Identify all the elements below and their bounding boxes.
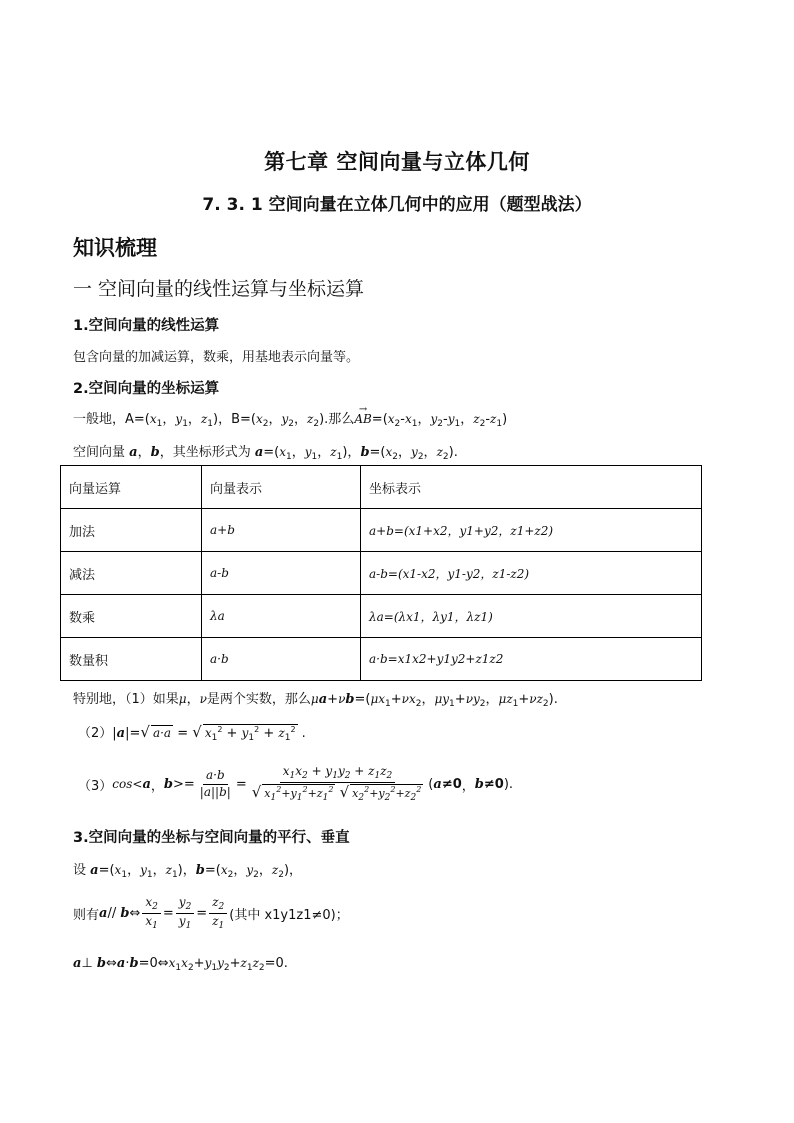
table-header-cell: 坐标表示 (361, 466, 702, 509)
cosine-fraction-2: $\frac{x_1x_2 + y_1y_2 + z_1z_2}{√ x_1^2+y_1^2+z_1^2 √ x_2^2+y_2^2+z_2^2}$ (251, 764, 422, 804)
special-case-mid: 是两个实数，那么 (206, 692, 311, 707)
table-cell: a+b=(x1+x2，y1+y2，z1+z2) (361, 509, 702, 552)
table-header-cell: 向量表示 (202, 466, 361, 509)
coordinate-line-2-mid: ，其坐标形式为 (159, 445, 255, 460)
set-vectors-line: 设 $a=(x_1$，$y_1$，$z_1$)，$b=(x_2$，$y_2$，$z_2$)， (73, 863, 303, 880)
table-row (61, 595, 702, 638)
table-cell: a-b=(x1-x2，y1-y2，z1-z2) (361, 552, 702, 595)
cosine-formula: （3） cos< a ， b >= $\frac{a\cdot b}{|a||b|}$ = $\frac{x_1x_2 + y_1y_2 + z_1z_2}{√ x_1^2+y_1^2+z_1^2 √ x_2^2+y_2^2+z_2^2}$ ( a ≠0 ， b ≠0 ). (78, 764, 514, 804)
item3-label: （3） (78, 778, 113, 794)
table-cell: 数量积 (61, 638, 202, 681)
parallel-note: (其中 x1y1z1≠0)； (229, 908, 349, 924)
table-cell: a·b (202, 638, 361, 681)
table-row (61, 509, 702, 552)
special-case-line: 特别地，（1）如果μ，ν是两个实数，那么$\mu a+\nu b=(\mu x_1+\nu x_2$，$\mu y_1+\nu y_2$，$\mu z_1+\nu z_2$). (73, 692, 558, 709)
special-case-prefix: 特别地，（1）如果 (73, 692, 179, 707)
magnitude-formula: （2）|a|=√ a·a = √ $x_1^2 + y_1^2 + z_1^2$ . (78, 723, 306, 743)
chapter-title: 第七章 空间向量与立体几何 (264, 150, 530, 174)
coordinate-line-1-prefix: 一般地， (73, 412, 126, 427)
table-cell: a+b (202, 509, 361, 552)
sub1-text: 包含向量的加减运算，数乘，用基地表示向量等。 (73, 350, 360, 365)
cosine-fraction-1: $\frac{a\cdot b}{|a||b|}$ (199, 768, 231, 799)
cos-text: cos< (112, 777, 143, 792)
section-title: 7. 3. 1 空间向量在立体几何中的应用（题型战法） (202, 195, 592, 215)
table-cell: a-b (202, 552, 361, 595)
table-cell: 减法 (61, 552, 202, 595)
table-cell: 加法 (61, 509, 202, 552)
sub1-heading: 1.空间向量的线性运算 (73, 318, 220, 334)
knowledge-heading: 知识梳理 (73, 236, 157, 260)
item2-label: （2） (78, 726, 113, 741)
table-header-cell: 向量运算 (61, 466, 202, 509)
coordinate-line-2: 空间向量 a，b，其坐标形式为 $a=(x_1$，$y_1$，$z_1$)，$b=(x_2$，$y_2$，$z_2$). (73, 445, 458, 462)
sub3-heading: 3.空间向量的坐标与空间向量的平行、垂直 (73, 830, 350, 846)
table-cell: λa=(λx1，λy1，λz1) (361, 595, 702, 638)
table-cell: λa (202, 595, 361, 638)
table-cell: a·b=x1x2+y1y2+z1z2 (361, 638, 702, 681)
sub2-heading: 2.空间向量的坐标运算 (73, 381, 220, 397)
perpendicular-condition: a⊥ $b\Leftrightarrow a\cdot b=0\Leftrightarrow x_1x_2+y_1y_2+z_1z_2=0$. (73, 956, 288, 973)
table-row (61, 638, 702, 681)
vector-operations-table (60, 465, 702, 681)
table-header-row (61, 466, 702, 509)
coordinate-line-1: 一般地，$A=(x_1$，$y_1$，$z_1$)，$B=(x_2$，$y_2$，$z_2$).那么AB → $=(x_2-x_1$，$y_2-y_1$，$z_2-z_1$) (73, 404, 508, 429)
table-cell: 数乘 (61, 595, 202, 638)
parallel-condition: 则有 a // b ⇔ $\frac{x_2}{x_1}$ = $\frac{y_2}{y_1}$ = $\frac{z_2}{z_1}$ (其中 x1y1z1≠0)； (73, 895, 349, 932)
table-row (61, 552, 702, 595)
part1-heading: 一 空间向量的线性运算与坐标运算 (73, 278, 365, 300)
parallel-prefix: 则有 (73, 908, 100, 924)
coordinate-line-2-prefix: 空间向量 (73, 445, 130, 460)
set-prefix: 设 (73, 863, 91, 878)
